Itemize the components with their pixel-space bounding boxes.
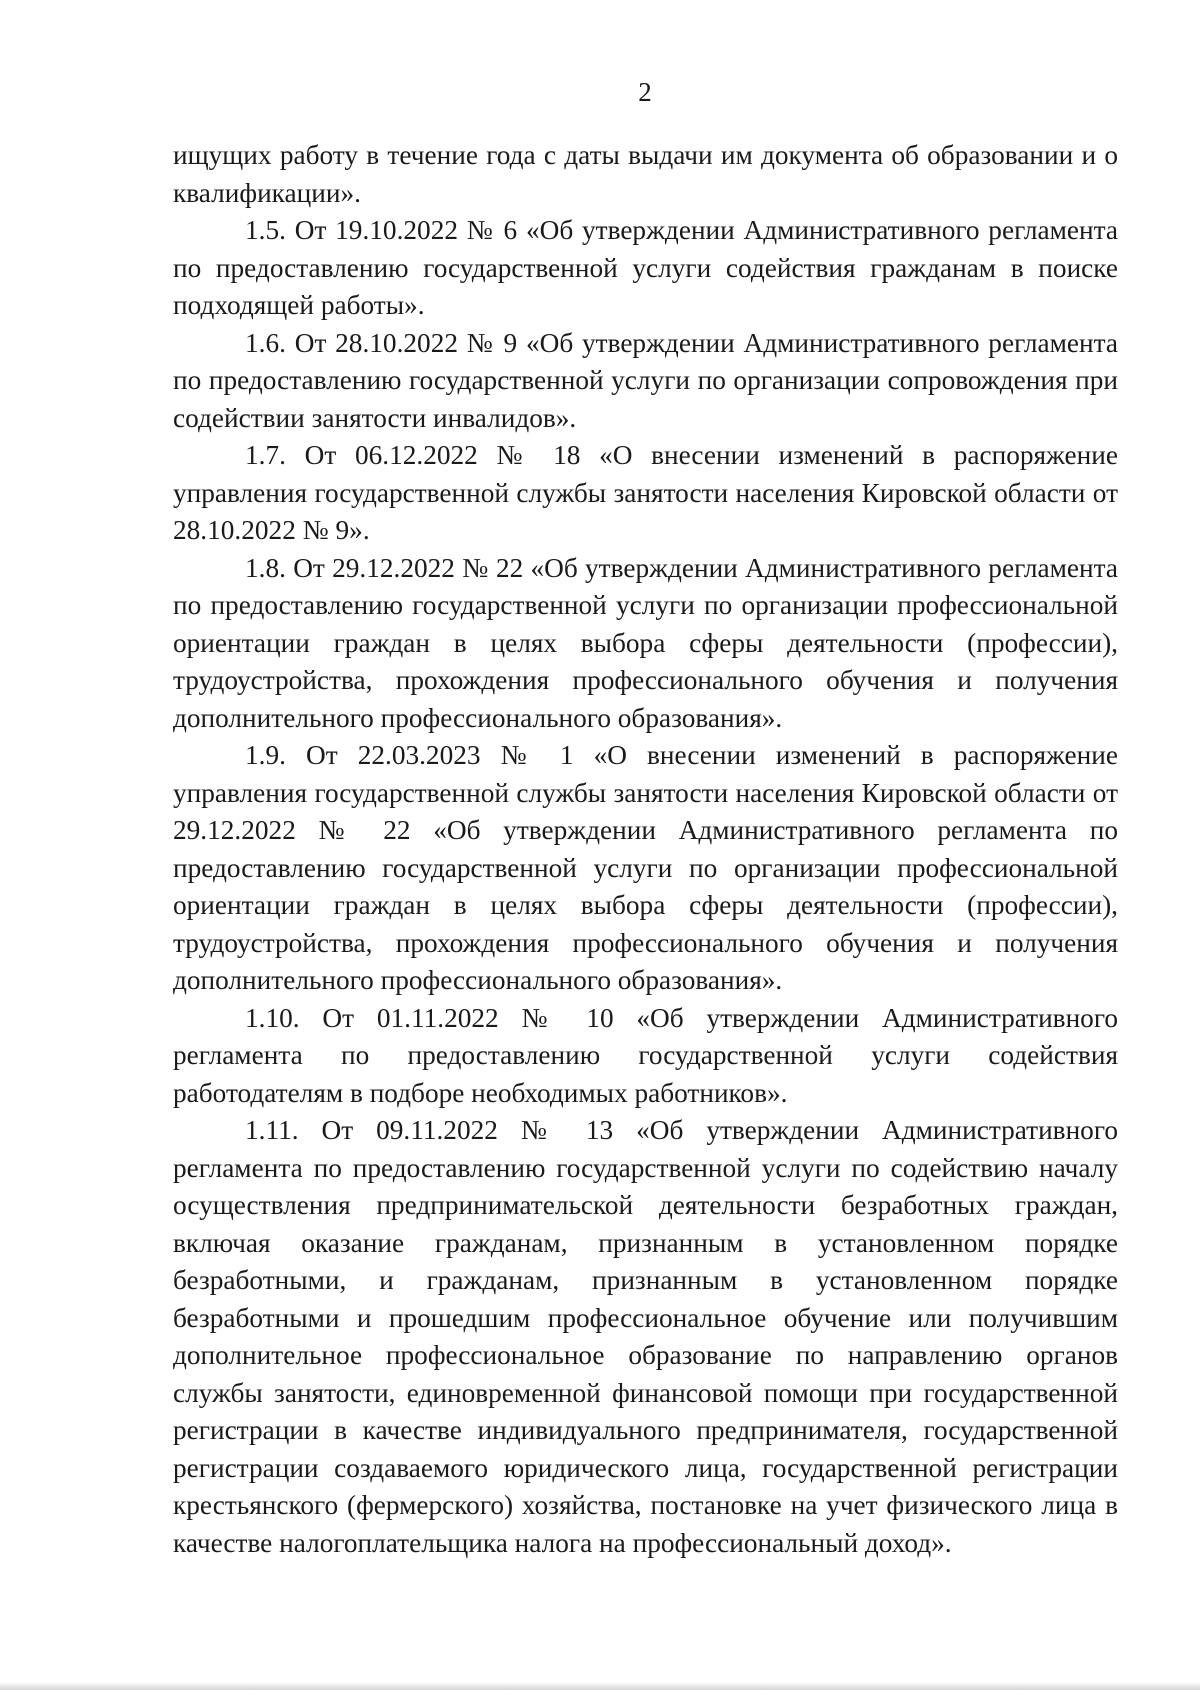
paragraph-item-1-8: 1.8. От 29.12.2022 № 22 «Об утверждении Административного регламента по предоставлению государственной услуги по организации профессиональной ориентации граждан в целях выбора сферы деятельности (профессии), трудоустройства, прохождения профессионального обучения и получения дополнительного профессионального образования».: [173, 552, 1118, 733]
page-bottom-edge: [0, 1682, 1200, 1690]
page-number: 2: [638, 77, 652, 107]
paragraph-item-1-5: 1.5. От 19.10.2022 № 6 «Об утверждении Административного регламента по предоставлению государственной услуги содействия гражданам в поиске подходящей работы».: [173, 215, 1118, 320]
paragraph-item-1-11: 1.11. От 09.11.2022 № 13 «Об утверждении Административного регламента по предоставлению государственной услуги по содействию началу осуществления предпринимательской деятельности безработных граждан, включая оказание гражданам, признанным в установленном порядке безработными, и гражданам, признанным в установленном порядке безработными и прошедшим профессиональное обучение или получившим дополнительное профессиональное образование по направлению органов службы занятости, единовременной финансовой помощи при государственной регистрации в качестве индивидуального предпринимателя, государственной регистрации создаваемого юридического лица, государственной регистрации крестьянского (фермерского) хозяйства, постановке на учет физического лица в качестве налогоплательщика налога на профессиональный доход».: [173, 1115, 1118, 1558]
paragraph-item-1-10: 1.10. От 01.11.2022 № 10 «Об утверждении Административного регламента по предоставлению государственной услуги содействия работодателям в подборе необходимых работников».: [173, 1002, 1118, 1108]
paragraph-continuation: ищущих работу в течение года с даты выдачи им документа об образовании и о квалификации».: [173, 140, 1118, 208]
paragraph-item-1-9: 1.9. От 22.03.2023 № 1 «О внесении изменений в распоряжение управления государственной службы занятости населения Кировской области от 29.12.2022 № 22 «Об утверждении Административного регламента по предоставлению государственной услуги по организации профессиональной ориентации граждан в целях выбора сферы деятельности (профессии), трудоустройства, прохождения профессионального обучения и получения дополнительного профессионального образования».: [173, 740, 1118, 995]
document-body: [173, 137, 1118, 1562]
paragraph-item-1-6: 1.6. От 28.10.2022 № 9 «Об утверждении Административного регламента по предоставлению государственной услуги по организации сопровождения при содействии занятости инвалидов».: [173, 327, 1118, 433]
paragraph-item-1-7: 1.7. От 06.12.2022 № 18 «О внесении изменений в распоряжение управления государственной службы занятости населения Кировской области от 28.10.2022 № 9».: [173, 440, 1118, 545]
